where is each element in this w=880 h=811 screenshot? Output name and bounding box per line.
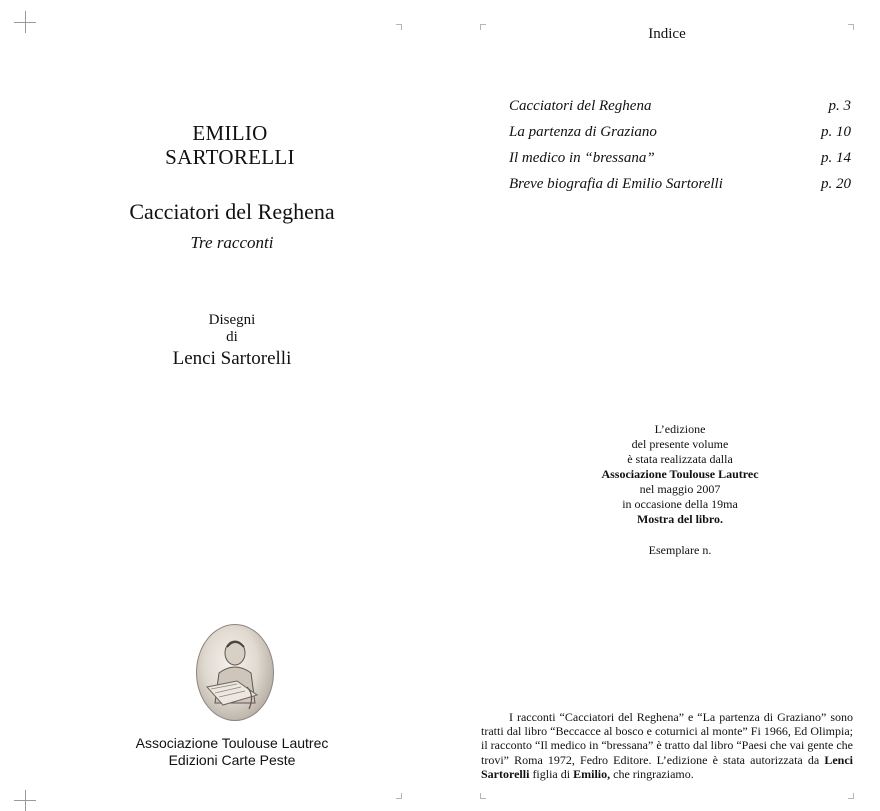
- author-name: [10, 121, 450, 169]
- colophon-line: è stata realizzata dalla: [627, 452, 733, 466]
- illustrator-name: Lenci Sartorelli: [172, 348, 292, 369]
- toc-entry-title: Cacciatori del Reghena: [509, 98, 652, 114]
- credits-text: figlia di: [529, 766, 574, 781]
- colophon-line: nel maggio 2007: [639, 482, 721, 496]
- toc-entry-title: La partenza di Graziano: [509, 124, 657, 140]
- corner-mark: [848, 24, 854, 30]
- author-first-name: EMILIO: [192, 121, 268, 145]
- corner-mark: [396, 24, 402, 30]
- credits-name: Emilio,: [573, 766, 611, 781]
- crop-mark: [25, 790, 26, 811]
- toc-entry[interactable]: [509, 176, 853, 202]
- colophon-association: Associazione Toulouse Lautrec: [601, 467, 759, 481]
- book-title: Cacciatori del Reghena: [129, 199, 335, 224]
- toc-entry-page: p. 14: [821, 150, 851, 166]
- book-subtitle: Tre racconti: [190, 233, 274, 252]
- crop-mark: [25, 11, 26, 33]
- publisher-association: Associazione Toulouse Lautrec: [135, 735, 329, 751]
- corner-mark: [848, 793, 854, 799]
- portrait-drawing: [197, 625, 273, 720]
- toc-entry-page: p. 10: [821, 124, 851, 140]
- toc-entry-title: Il medico in “bressana”: [509, 150, 655, 166]
- corner-mark: [480, 793, 486, 799]
- credits-text: I racconti “Cacciatori del Reghena” e “La partenza di Graziano” sono tratti dal libro “Beccacce al bosco e coturnici al monte” Fi 1966, Ed Olimpia; il racconto “Il medico in “bressana” è tratto dal libro “Paesi che vai gente che trovi” Roma 1972, Fedro Editore. L’edizione è stata autorizzata da: [481, 710, 853, 767]
- publisher-block: [12, 735, 452, 769]
- drawings-credit: [12, 312, 452, 346]
- corner-mark: [480, 24, 486, 30]
- toc-entry-page: p. 20: [821, 176, 851, 192]
- colophon-line: L’edizione: [654, 422, 706, 436]
- credits-name: Lenci Sartorelli: [481, 752, 853, 781]
- toc-entry[interactable]: [509, 98, 853, 124]
- corner-mark: [396, 793, 402, 799]
- colophon-line: in occasione della 19ma: [622, 497, 738, 511]
- copy-number-label: Esemplare n.: [648, 543, 712, 557]
- colophon-event: Mostra del libro.: [636, 512, 724, 526]
- credits-paragraph: [481, 710, 853, 781]
- toc-entry[interactable]: [509, 150, 853, 176]
- author-portrait-image: [196, 624, 274, 721]
- index-title: Indice: [648, 26, 686, 42]
- drawings-label: Disegni: [208, 312, 256, 328]
- author-last-name: SARTORELLI: [165, 145, 295, 169]
- publisher-imprint: Edizioni Carte Peste: [168, 752, 296, 768]
- toc-entry-page: p. 3: [828, 98, 851, 114]
- table-of-contents: [509, 98, 853, 202]
- credits-text: che ringraziamo.: [610, 766, 694, 781]
- colophon: [560, 422, 800, 558]
- toc-entry[interactable]: [509, 124, 853, 150]
- drawings-by: di: [226, 329, 238, 345]
- colophon-line: del presente volume: [631, 437, 729, 451]
- toc-entry-title: Breve biografia di Emilio Sartorelli: [509, 176, 723, 192]
